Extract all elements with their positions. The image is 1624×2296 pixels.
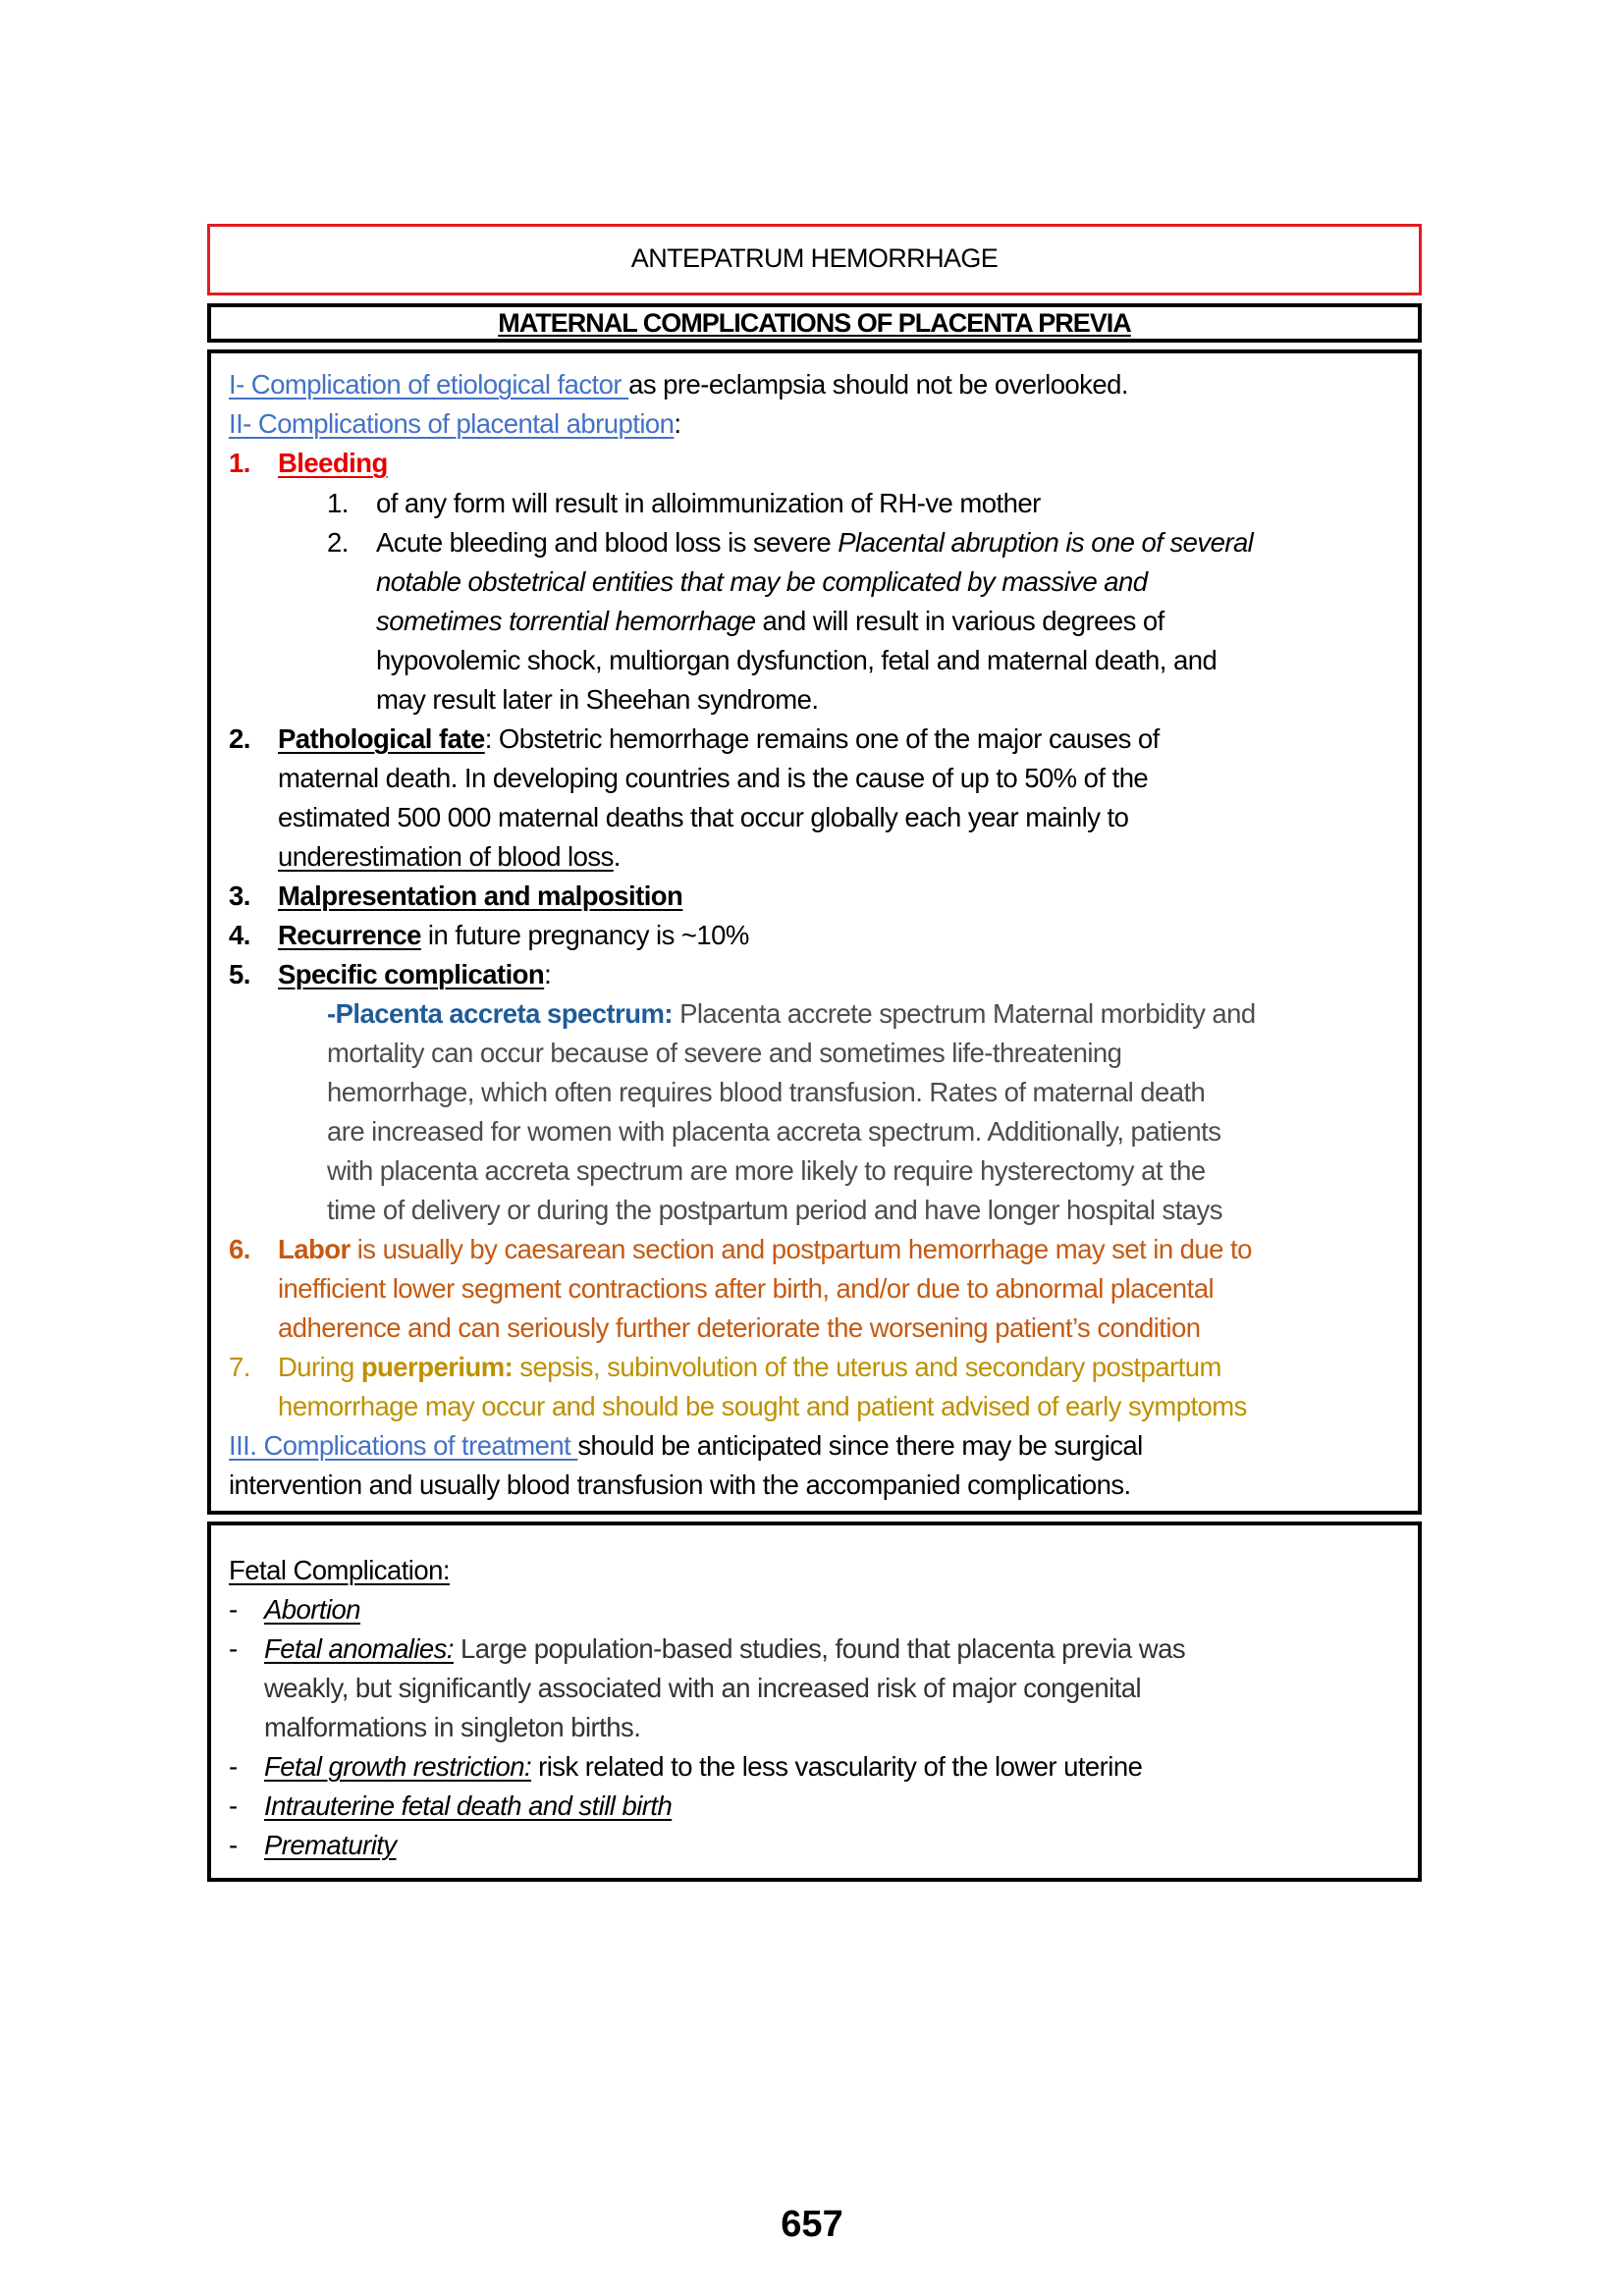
- fetal-anomalies-line: malformations in singleton births.: [264, 1712, 641, 1742]
- list-number: 5.: [229, 959, 250, 989]
- pathological-fate-line: Pathological fate: Obstetric hemorrhage remains one of the major causes of: [278, 723, 1160, 754]
- malpresentation-heading: Malpresentation and malposition: [278, 881, 683, 911]
- item-i-link[interactable]: I- Complication of etiological factor: [229, 369, 629, 400]
- accreta-line: are increased for women with placenta accreta spectrum. Additionally, patients: [327, 1116, 1221, 1147]
- recurrence-line: Recurrence in future pregnancy is ~10%: [278, 920, 749, 950]
- accreta-line: -Placenta accreta spectrum: Placenta accrete spectrum Maternal morbidity and: [327, 998, 1256, 1029]
- pathological-fate-heading: Pathological fate: [278, 723, 485, 754]
- bleeding-sub-1: of any form will result in alloimmunization of RH-ve mother: [376, 488, 1041, 518]
- maternal-complications-box: [207, 349, 1422, 1515]
- specific-complication-heading: Specific complication: [278, 959, 545, 989]
- labor-line: inefficient lower segment contractions after birth, and/or due to abnormal placental: [278, 1273, 1215, 1304]
- recurrence-heading: Recurrence: [278, 920, 421, 950]
- section-title: MATERNAL COMPLICATIONS OF PLACENTA PREVIA: [498, 308, 1131, 338]
- list-number: 6.: [229, 1234, 250, 1264]
- sub-list-number: 2.: [327, 527, 349, 558]
- labor-line: Labor is usually by caesarean section and postpartum hemorrhage may set in due to: [278, 1234, 1252, 1264]
- bleeding-sub-2-line: hypovolemic shock, multiorgan dysfunction, fetal and maternal death, and: [376, 645, 1218, 675]
- item-ii: II- Complications of placental abruption:: [229, 408, 681, 439]
- list-number: 1.: [229, 448, 250, 478]
- fetal-item-growth-restriction: Fetal growth restriction: risk related to the less vascularity of the lower uterine: [264, 1751, 1143, 1782]
- accreta-line: with placenta accreta spectrum are more likely to require hysterectomy at the: [327, 1155, 1206, 1186]
- accreta-line: hemorrhage, which often requires blood transfusion. Rates of maternal death: [327, 1077, 1206, 1107]
- sub-list-number: 1.: [327, 488, 349, 518]
- accreta-line: time of delivery or during the postpartum period and have longer hospital stays: [327, 1195, 1222, 1225]
- section-title-box: [207, 303, 1422, 343]
- item-i-text: as pre-eclampsia should not be overlooked.: [628, 369, 1128, 400]
- bullet-dash: -: [229, 1790, 238, 1821]
- accreta-line: mortality can occur because of severe and sometimes life-threatening: [327, 1038, 1122, 1068]
- fetal-complications-box: [207, 1522, 1422, 1882]
- bullet-dash: -: [229, 1830, 238, 1860]
- list-number: 2.: [229, 723, 250, 754]
- page-number: 657: [781, 2204, 843, 2245]
- list-number: 7.: [229, 1352, 250, 1382]
- pathological-fate-line: maternal death. In developing countries and is the cause of up to 50% of the: [278, 763, 1149, 793]
- labor-line: adherence and can seriously further deteriorate the worsening patient’s condition: [278, 1312, 1201, 1343]
- fetal-item-anomalies: Fetal anomalies: Large population-based studies, found that placenta previa was: [264, 1633, 1186, 1664]
- specific-complication-line: Specific complication:: [278, 959, 552, 989]
- item-i: [229, 365, 1128, 404]
- puerperium-heading: puerperium:: [360, 1352, 514, 1382]
- labor-heading: Labor: [278, 1234, 351, 1264]
- bleeding-heading: Bleeding: [278, 448, 388, 478]
- fetal-heading: Fetal Complication:: [229, 1555, 450, 1585]
- chapter-title-box: [207, 224, 1422, 295]
- fetal-item-prematurity: Prematurity: [264, 1830, 397, 1860]
- list-number: 4.: [229, 920, 250, 950]
- item-iii: III. Complications of treatment should be anticipated since there may be surgical: [229, 1430, 1143, 1461]
- fetal-item-abortion: Abortion: [264, 1594, 361, 1625]
- bullet-dash: -: [229, 1751, 238, 1782]
- pathological-fate-line: estimated 500 000 maternal deaths that occur globally each year mainly to: [278, 802, 1129, 832]
- list-number: 3.: [229, 881, 250, 911]
- fetal-item-iufd: Intrauterine fetal death and still birth: [264, 1790, 673, 1821]
- item-ii-link[interactable]: II- Complications of placental abruption: [229, 408, 675, 439]
- accreta-heading: -Placenta accreta spectrum:: [327, 998, 673, 1029]
- bullet-dash: -: [229, 1594, 238, 1625]
- item-iii-link[interactable]: III. Complications of treatment: [229, 1430, 578, 1461]
- chapter-title: ANTEPATRUM HEMORRHAGE: [630, 243, 999, 273]
- pathological-fate-line: underestimation of blood loss.: [278, 841, 621, 872]
- bleeding-sub-2-line: notable obstetrical entities that may be complicated by massive and: [376, 566, 1148, 597]
- puerperium-line: hemorrhage may occur and should be sought and patient advised of early symptoms: [278, 1391, 1247, 1421]
- fetal-anomalies-line: weakly, but significantly associated with an increased risk of major congenital: [264, 1673, 1142, 1703]
- bleeding-sub-2-line: sometimes torrential hemorrhage and will result in various degrees of: [376, 606, 1164, 636]
- item-iii-line: intervention and usually blood transfusion with the accompanied complications.: [229, 1469, 1131, 1500]
- bullet-dash: -: [229, 1633, 238, 1664]
- puerperium-line: During puerperium: sepsis, subinvolution of the uterus and secondary postpartum: [278, 1352, 1221, 1382]
- bleeding-sub-2-line: Acute bleeding and blood loss is severe Placental abruption is one of several: [376, 527, 1254, 558]
- bleeding-sub-2-line: may result later in Sheehan syndrome.: [376, 684, 819, 715]
